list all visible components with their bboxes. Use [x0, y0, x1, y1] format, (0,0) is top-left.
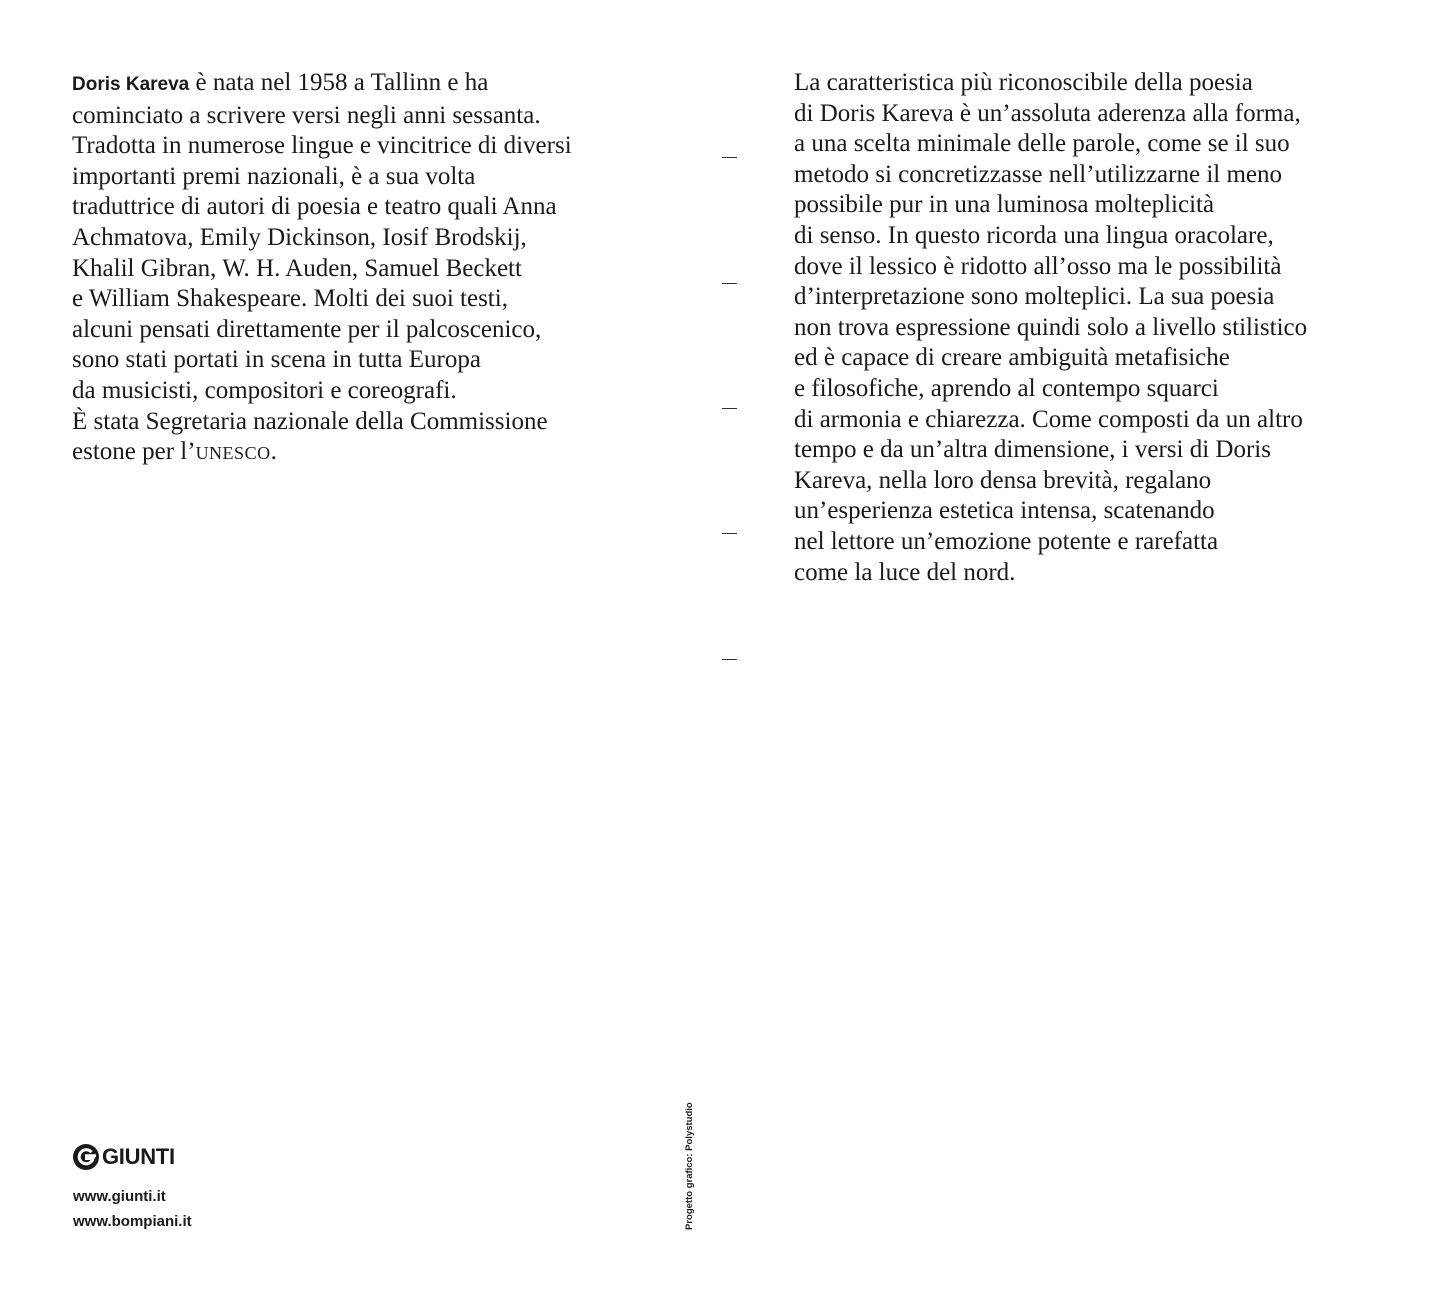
unesco-smallcaps: unesco: [195, 438, 271, 466]
description-line: di armonia e chiarezza. Come composti da un altro: [794, 405, 1303, 433]
design-credit: Progetto grafico: Polystudio: [684, 1102, 695, 1230]
website-link-bompiani[interactable]: www.bompiani.it: [73, 1213, 192, 1230]
bio-line: cominciato a scrivere versi negli anni sessanta.: [72, 101, 541, 129]
bio-line: Doris Kareva è nata nel 1958 a Tallinn e ha: [72, 69, 489, 96]
description-line: come la luce del nord.: [794, 558, 1016, 586]
giunti-g-icon: [72, 1143, 100, 1171]
bio-line: sono stati portati in scena in tutta Europa: [72, 346, 481, 374]
bio-line: estone per l’unesco.: [72, 438, 277, 466]
description-line: d’interpretazione sono molteplici. La sua poesia: [794, 283, 1275, 311]
author-name: Doris Kareva: [72, 74, 190, 95]
bio-line: importanti premi nazionali, è a sua volta: [72, 162, 476, 190]
bio-line: È stata Segretaria nazionale della Commissione: [72, 407, 548, 435]
bio-line: traduttrice di autori di poesia e teatro quali Anna: [72, 193, 557, 221]
margin-dash: [722, 533, 737, 534]
description-line: metodo si concretizzasse nell’utilizzarne il meno: [794, 160, 1283, 188]
bio-line: Khalil Gibran, W. H. Auden, Samuel Beckett: [72, 254, 522, 282]
margin-dash: [722, 408, 737, 409]
author-bio: [72, 68, 572, 468]
margin-dash: [722, 659, 737, 660]
description-line: ed è capace di creare ambiguità metafisiche: [794, 344, 1230, 372]
description-line: Kareva, nella loro densa brevità, regalano: [794, 466, 1212, 494]
description-line: a una scelta minimale delle parole, come se il suo: [794, 130, 1290, 158]
description-line: un’esperienza estetica intensa, scatenando: [794, 497, 1215, 525]
book-description: [794, 68, 1307, 588]
description-line: dove il lessico è ridotto all’osso ma le possibilità: [794, 252, 1282, 280]
website-link-giunti[interactable]: www.giunti.it: [73, 1188, 166, 1205]
bio-line: e William Shakespeare. Molti dei suoi testi,: [72, 285, 508, 313]
margin-dash: [722, 157, 737, 158]
description-line: e filosofiche, aprendo al contempo squarci: [794, 374, 1219, 402]
margin-dash: [722, 283, 737, 284]
description-line: possibile pur in una luminosa molteplicità: [794, 191, 1215, 219]
description-line: di senso. In questo ricorda una lingua oracolare,: [794, 221, 1274, 249]
description-line: nel lettore un’emozione potente e rarefatta: [794, 527, 1219, 555]
description-line: non trova espressione quindi solo a livello stilistico: [794, 313, 1308, 341]
bio-line: da musicisti, compositori e coreografi.: [72, 376, 457, 404]
publisher-logo: [72, 1142, 175, 1172]
description-line: di Doris Kareva è un’assoluta aderenza alla forma,: [794, 99, 1301, 127]
bio-line: alcuni pensati direttamente per il palcoscenico,: [72, 315, 542, 343]
bio-line: Achmatova, Emily Dickinson, Iosif Brodskij,: [72, 223, 527, 251]
description-line: La caratteristica più riconoscibile della poesia: [794, 69, 1253, 96]
description-line: tempo e da un’altra dimensione, i versi di Doris: [794, 436, 1271, 464]
bio-line: Tradotta in numerose lingue e vincitrice di diversi: [72, 132, 572, 160]
logo-wordmark: GIUNTI: [102, 1144, 175, 1169]
